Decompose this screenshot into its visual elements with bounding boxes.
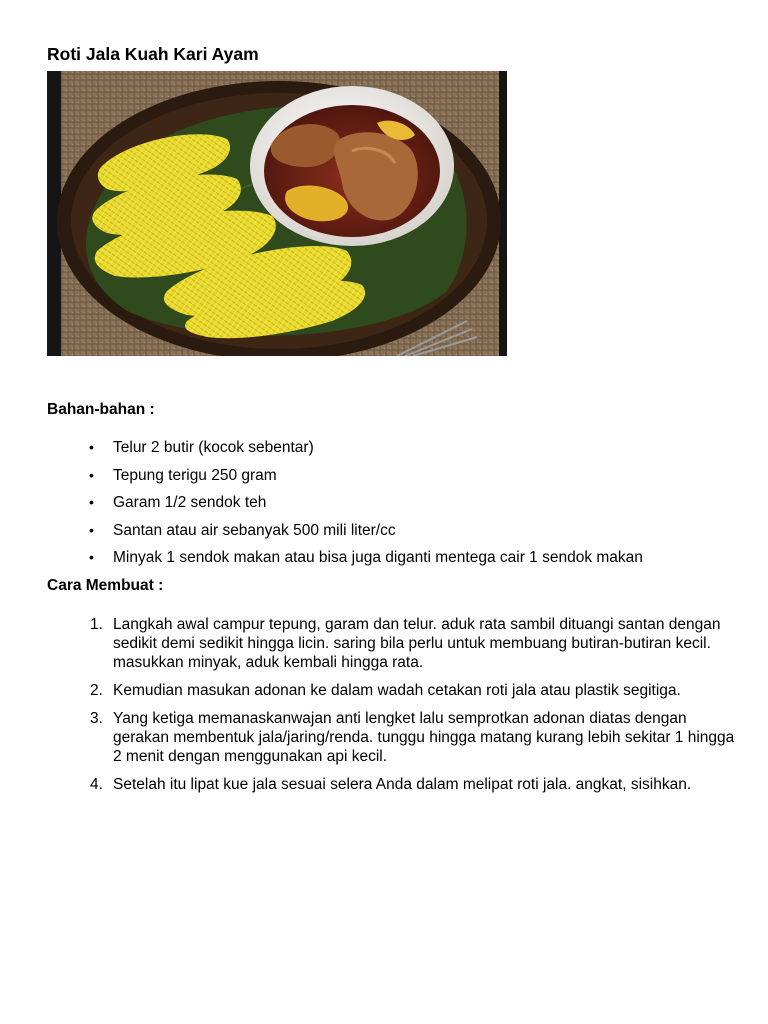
bullet-icon: • <box>89 466 94 483</box>
bullet-icon: • <box>89 439 94 455</box>
bullet-icon: • <box>89 521 94 538</box>
step-text: Langkah awal campur tepung, garam dan telur. aduk rata sambil dituangi santan dengan sedikit demi sedikit hingga licin. saring bila perlu untuk membuang butiran-butiran kecil. masukkan minyak, aduk kembali hingga rata. <box>113 616 721 671</box>
step-number: 4. <box>90 776 103 793</box>
ingredients-list <box>47 438 737 576</box>
step-number: 2. <box>90 682 103 699</box>
list-item <box>47 615 737 672</box>
step-number: 1. <box>90 616 103 633</box>
ingredient-text: Tepung terigu 250 gram <box>113 466 277 484</box>
ingredient-text: Minyak 1 sendok makan atau bisa juga diganti mentega cair 1 sendok makan <box>113 549 643 566</box>
list-item <box>47 438 737 466</box>
ingredient-text: Garam 1/2 sendok teh <box>113 494 267 511</box>
list-item <box>47 709 737 766</box>
list-item <box>47 521 737 549</box>
bullet-icon: • <box>89 494 94 510</box>
list-item <box>47 775 737 794</box>
step-text: Setelah itu lipat kue jala sesuai selera Anda dalam melipat roti jala. angkat, sisihkan. <box>113 776 692 793</box>
step-text: Kemudian masukan adonan ke dalam wadah cetakan roti jala atau plastik segitiga. <box>113 682 681 699</box>
list-item <box>47 466 737 494</box>
steps-heading: Cara Membuat : <box>47 577 164 594</box>
recipe-photo <box>47 71 507 356</box>
list-item <box>47 493 737 521</box>
steps-list <box>47 615 737 803</box>
recipe-title: Roti Jala Kuah Kari Ayam <box>47 44 259 64</box>
step-text: Yang ketiga memanaskanwajan anti lengket lalu semprotkan adonan diatas dengan gerakan membentuk jala/jaring/renda. tunggu hingga matang kurang lebih sekitar 1 hingga 2 menit dengan menggunakan api kecil. <box>113 710 735 765</box>
bullet-icon: • <box>89 549 94 565</box>
ingredients-heading: Bahan-bahan : <box>47 401 155 418</box>
list-item <box>47 548 737 576</box>
ingredient-text: Santan atau air sebanyak 500 mili liter/cc <box>113 521 396 539</box>
list-item <box>47 681 737 700</box>
step-number: 3. <box>90 710 103 727</box>
ingredient-text: Telur 2 butir (kocok sebentar) <box>113 439 314 456</box>
